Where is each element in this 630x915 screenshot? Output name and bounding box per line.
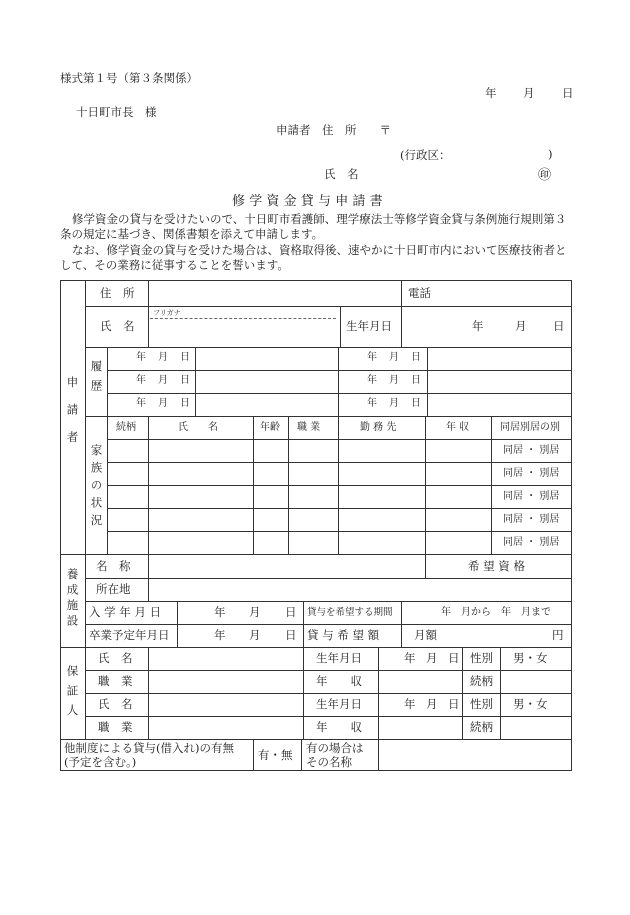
col-divider — [500, 647, 501, 739]
row-divider — [85, 578, 572, 579]
birth-month: 月 — [515, 319, 527, 333]
address-label: 住 所 — [100, 286, 135, 300]
col-divider — [85, 280, 86, 739]
graduation-month: 月 — [249, 628, 261, 642]
career-1-day: 日 — [180, 352, 190, 363]
program-name-label: その名称 — [306, 755, 352, 769]
yen-unit: 円 — [552, 628, 564, 642]
career-2b-day: 日 — [411, 375, 421, 386]
guarantor-1-gender-label: 性別 — [470, 651, 493, 665]
enrollment-day: 日 — [285, 605, 297, 619]
career-3b-day: 日 — [411, 398, 421, 409]
guarantor-2-gender-label: 性別 — [470, 697, 493, 711]
family-row-5-cohabitation: 同居 ・ 別居 — [503, 537, 560, 548]
enrollment-month: 月 — [249, 605, 261, 619]
paragraph-2 — [60, 243, 572, 273]
date-day: 日 — [562, 86, 574, 100]
applicant-address-label: 申請者 住 所 〒 — [276, 123, 391, 137]
career-3-day: 日 — [180, 398, 190, 409]
guarantor-2-month: 月 — [426, 697, 438, 711]
col-divider — [253, 416, 254, 554]
family-row-1-cohabitation: 同居 ・ 別居 — [503, 445, 560, 456]
guarantor-1-occupation-label: 職 業 — [98, 674, 133, 688]
guarantor-2-relationship-label: 続柄 — [470, 720, 493, 734]
col-divider — [301, 739, 302, 771]
col-divider — [401, 280, 402, 347]
col-divider — [148, 647, 149, 739]
loan-period-label: 貸与を希望する期間 — [307, 607, 393, 618]
row-divider — [107, 462, 572, 463]
row-divider — [85, 693, 572, 694]
career-3-month: 月 — [158, 398, 168, 409]
guarantor-2-occupation-label: 職 業 — [98, 720, 133, 734]
name-label: 氏 名 — [100, 319, 135, 333]
family-workplace-header: 勤 務 先 — [360, 422, 397, 433]
date-month: 月 — [523, 86, 535, 100]
col-divider — [378, 739, 379, 771]
row-divider — [107, 508, 572, 509]
career-3b-year: 年 — [367, 398, 377, 409]
section-divider — [60, 554, 572, 555]
col-divider — [148, 554, 149, 601]
if-yes-label: 有の場合は — [306, 741, 364, 755]
family-name-header: 氏 名 — [178, 422, 218, 433]
family-row-3-cohabitation: 同居 ・ 別居 — [503, 491, 560, 502]
monthly-amount-label: 月額 — [414, 628, 437, 642]
family-age-header: 年齢 — [260, 422, 280, 433]
guarantor-2-gender-options: 男・女 — [513, 697, 548, 711]
col-divider — [303, 647, 304, 739]
col-divider — [462, 647, 463, 739]
family-row-2-cohabitation: 同居 ・ 別居 — [503, 468, 560, 479]
furigana-label: フリガナ — [153, 309, 181, 317]
guarantor-1-gender-options: 男・女 — [513, 651, 548, 665]
graduation-day: 日 — [285, 628, 297, 642]
row-divider — [107, 393, 572, 394]
col-divider — [148, 280, 149, 347]
row-divider — [107, 439, 572, 440]
guarantor-2-year: 年 — [404, 697, 416, 711]
guarantor-1-birth-label: 生年月日 — [316, 651, 362, 665]
yes-no-options: 有・無 — [258, 748, 293, 762]
career-1b-year: 年 — [367, 352, 377, 363]
guarantor-2-name-label: 氏 名 — [98, 697, 133, 711]
col-divider — [425, 416, 426, 554]
col-divider — [148, 416, 149, 554]
career-label: 履歴 — [89, 360, 104, 399]
applicant-section-label: 申請者 — [65, 376, 80, 459]
loan-period-range: 年 月から 年 月まで — [441, 607, 551, 618]
col-divider — [195, 347, 196, 416]
row-divider — [85, 716, 572, 717]
family-status-label: 家族の状況 — [89, 444, 104, 532]
row-divider — [85, 601, 572, 602]
facility-location-label: 所在地 — [96, 582, 131, 596]
guarantor-1-name-label: 氏 名 — [98, 651, 133, 665]
col-divider — [378, 647, 379, 739]
row-divider — [85, 416, 572, 417]
row-divider — [85, 670, 572, 671]
section-divider — [60, 647, 572, 648]
training-facility-section-label: 養成施設 — [65, 568, 80, 630]
paragraph-1-text: 修学資金の貸与を受けたいので、十日町市看護師、理学療法士等修学資金貸与条例施行規則第３条の規定に基づき、関係書類を添えて申請します。 — [60, 212, 567, 241]
col-divider — [253, 739, 254, 771]
career-3-year: 年 — [136, 398, 146, 409]
career-1b-month: 月 — [389, 352, 399, 363]
date-year: 年 — [485, 86, 497, 100]
col-divider — [288, 416, 289, 554]
col-divider — [491, 416, 492, 554]
career-1b-day: 日 — [411, 352, 421, 363]
birth-year: 年 — [472, 319, 484, 333]
guarantor-section-label: 保証人 — [65, 665, 80, 724]
section-divider — [60, 739, 572, 740]
guarantor-2-birth-label: 生年月日 — [316, 697, 362, 711]
paragraph-2-text: なお、修学資金の貸与を受けた場合は、資格取得後、速やかに十日町市内において医療技術者として、その業務に従事することを誓います。 — [60, 243, 567, 272]
family-row-4-cohabitation: 同居 ・ 別居 — [503, 514, 560, 525]
graduation-year: 年 — [214, 628, 226, 642]
col-divider — [401, 601, 402, 647]
guarantor-1-relationship-label: 続柄 — [470, 674, 493, 688]
enrollment-date-label: 入 学 年 月 日 — [89, 605, 162, 619]
family-relationship-header: 続柄 — [116, 422, 136, 433]
career-2-day: 日 — [180, 375, 190, 386]
row-divider — [85, 306, 572, 307]
other-loans-label: 他制度による貸与(借入れ)の有無 — [64, 741, 234, 755]
career-1-year: 年 — [136, 352, 146, 363]
col-divider — [338, 416, 339, 554]
guarantor-1-year: 年 — [404, 651, 416, 665]
col-divider — [340, 306, 341, 347]
col-divider — [107, 347, 108, 554]
birth-date-label: 生年月日 — [346, 319, 392, 333]
career-2b-month: 月 — [389, 375, 399, 386]
form-number: 様式第１号（第３条関係） — [60, 71, 198, 85]
graduation-date-label: 卒業予定年月日 — [89, 628, 170, 642]
guarantor-1-income-label: 年 収 — [316, 674, 362, 688]
guarantor-2-day: 日 — [448, 697, 460, 711]
guarantor-1-day: 日 — [448, 651, 460, 665]
family-occupation-header: 職 業 — [297, 422, 321, 433]
career-1-month: 月 — [158, 352, 168, 363]
furigana-dashed-line — [150, 318, 336, 319]
addressee: 十日町市長 様 — [76, 105, 157, 119]
col-divider — [338, 347, 339, 416]
col-divider — [427, 347, 428, 416]
birth-day: 日 — [553, 319, 565, 333]
desired-amount-label: 貸 与 希 望 額 — [307, 628, 380, 642]
guarantor-1-month: 月 — [426, 651, 438, 665]
family-income-header: 年 収 — [446, 422, 470, 433]
paragraph-1 — [60, 212, 572, 242]
applicant-name-label: 氏 名 — [324, 167, 359, 181]
enrollment-year: 年 — [214, 605, 226, 619]
row-divider — [85, 347, 572, 348]
row-divider — [107, 370, 572, 371]
career-2b-year: 年 — [367, 375, 377, 386]
district-label: (行政区： — [400, 148, 451, 162]
row-divider — [85, 624, 572, 625]
other-loans-note: (予定を含む。) — [64, 755, 137, 769]
desired-qualification-label: 希 望 資 格 — [468, 559, 525, 573]
career-2-month: 月 — [158, 375, 168, 386]
career-2-year: 年 — [136, 375, 146, 386]
row-divider — [107, 485, 572, 486]
col-divider — [177, 601, 178, 647]
district-close: ) — [548, 147, 553, 161]
row-divider — [107, 531, 572, 532]
family-cohabitation-header: 同居別居の別 — [500, 422, 560, 433]
career-3b-month: 月 — [389, 398, 399, 409]
document-title: 修学資金貸与申請書 — [232, 194, 387, 209]
guarantor-2-income-label: 年 収 — [316, 720, 362, 734]
facility-name-label: 名 称 — [96, 559, 131, 573]
phone-label: 電話 — [408, 286, 431, 300]
col-divider — [425, 554, 426, 578]
seal-mark: ㊞ — [538, 168, 552, 183]
col-divider — [303, 601, 304, 647]
